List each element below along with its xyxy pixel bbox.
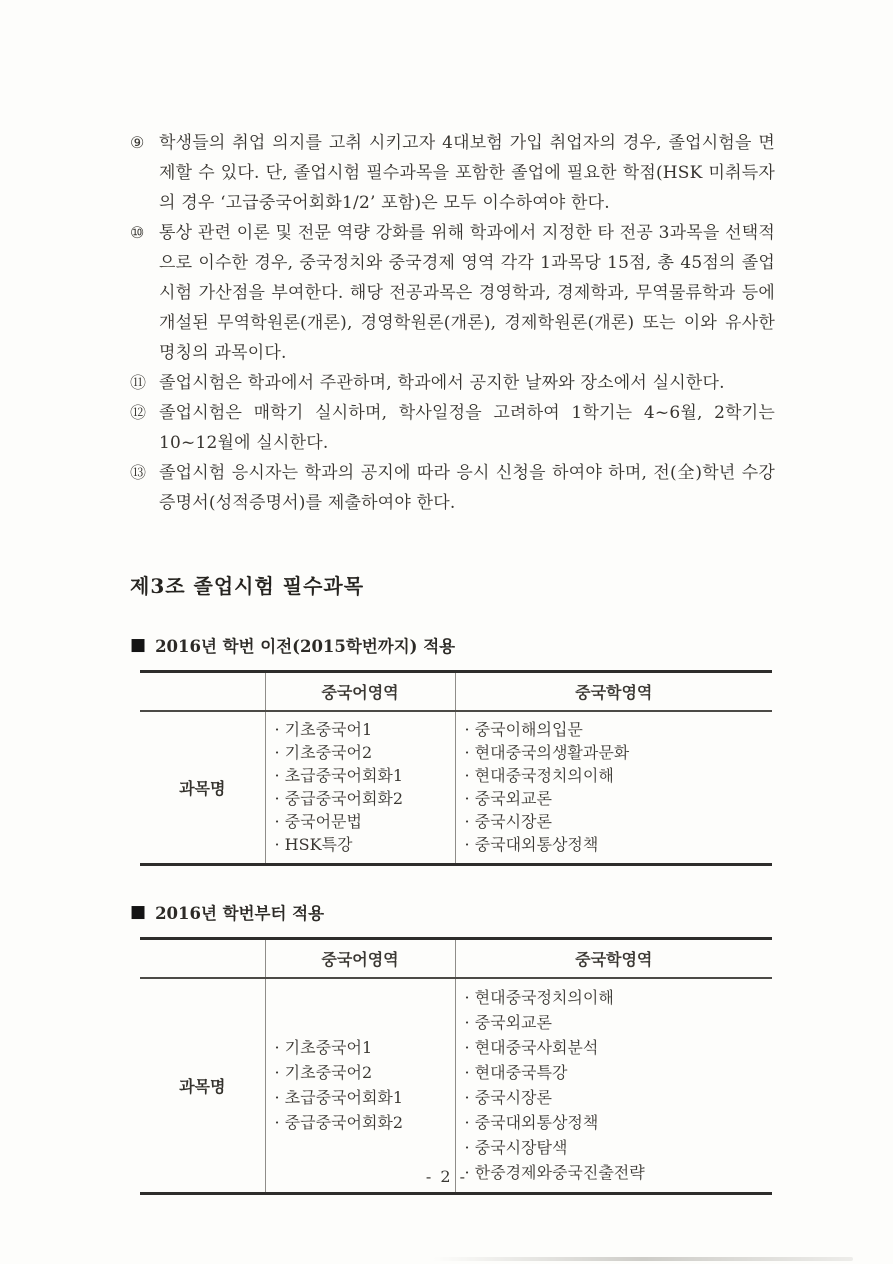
course-item: · 초급중국어회화1 <box>274 766 404 785</box>
page-number: - 2 - <box>425 1167 468 1186</box>
caption-text: 2016년 학번 이전(2015학번까지) 적용 <box>155 637 456 656</box>
caption-text: 2016년 학번부터 적용 <box>155 904 325 923</box>
course-item: · 현대중국정치의이해 <box>464 766 614 785</box>
square-bullet-icon: ■ <box>130 634 147 655</box>
course-item: · 현대중국사회분석 <box>464 1038 599 1057</box>
course-list <box>265 711 455 865</box>
table-body-row <box>140 978 772 1194</box>
course-list <box>265 978 455 1194</box>
table-caption <box>130 900 775 924</box>
numbered-item <box>130 128 775 218</box>
course-item: · 초급중국어회화1 <box>274 1088 404 1107</box>
course-item: · 중급중국어회화2 <box>274 1113 404 1132</box>
course-item: · 중국시장론 <box>464 1088 552 1107</box>
course-item: · 한중경제와중국진출전략 <box>464 1163 645 1182</box>
item-text: 졸업시험은 학과에서 주관하며, 학과에서 공지한 날짜와 장소에서 실시한다. <box>159 373 725 393</box>
course-item: · 중국대외통상정책 <box>464 835 599 854</box>
item-marker: ⑫ <box>130 403 147 422</box>
numbered-item <box>130 218 775 368</box>
numbered-item <box>130 458 775 518</box>
table-header-row <box>140 939 772 979</box>
course-item: · 중국시장탐색 <box>464 1138 568 1157</box>
column-header: 중국어영역 <box>265 939 455 979</box>
course-item: · 기초중국어1 <box>274 1038 373 1057</box>
scan-edge-artifact <box>433 1257 853 1261</box>
course-item: · 현대중국정치의이해 <box>464 988 614 1007</box>
course-item: · HSK특강 <box>274 835 353 854</box>
item-marker: ⑪ <box>130 373 147 392</box>
row-header-cell: 과목명 <box>179 778 226 798</box>
course-item: · 중국외교론 <box>464 789 552 808</box>
item-marker: ⑨ <box>130 133 145 152</box>
course-item: · 중국시장론 <box>464 812 552 831</box>
corner-cell <box>140 939 265 979</box>
course-item: · 현대중국특강 <box>464 1063 568 1082</box>
item-marker: ⑬ <box>130 463 147 482</box>
section-heading: 제3조 졸업시험 필수과목 <box>130 574 365 598</box>
item-text: 학생들의 취업 의지를 고취 시키고자 4대보험 가입 취업자의 경우, 졸업시험을 면제할 수 있다. 단, 졸업시험 필수과목을 포함한 졸업에 필요한 학점(HSK 미취득자의 경우 ‘고급중국어회화1/2’ 포함)은 모두 이수하여야 한다. <box>159 133 775 213</box>
numbered-item <box>130 368 775 398</box>
numbered-item <box>130 398 775 458</box>
course-list <box>455 978 772 1194</box>
course-item: · 기초중국어2 <box>274 743 373 762</box>
course-item: · 기초중국어1 <box>274 720 373 739</box>
item-text: 통상 관련 이론 및 전문 역량 강화를 위해 학과에서 지정한 타 전공 3과목을 선택적으로 이수한 경우, 중국정치와 중국경제 영역 각각 1과목당 15점, 총 45점의 졸업시험 가산점을 부여한다. 해당 전공과목은 경영학과, 경제학과, 무역물류학과 등에 개설된 무역학원론(개론), 경영학원론(개론), 경제학원론(개론) 또는 이와 유사한 명칭의 과목이다. <box>159 223 775 363</box>
square-bullet-icon: ■ <box>130 901 147 922</box>
course-item: · 중국외교론 <box>464 1013 552 1032</box>
item-text: 졸업시험 응시자는 학과의 공지에 따라 응시 신청을 하여야 하며, 전(全)학년 수강증명서(성적증명서)를 제출하여야 한다. <box>159 463 775 513</box>
item-text: 졸업시험은 매학기 실시하며, 학사일정을 고려하여 1학기는 4~6월, 2학기는 10~12월에 실시한다. <box>159 403 775 453</box>
column-header: 중국어영역 <box>265 672 455 712</box>
table-body-row <box>140 711 772 865</box>
courses-table-pre2016 <box>140 670 772 866</box>
corner-cell <box>140 672 265 712</box>
course-item: · 중국대외통상정책 <box>464 1113 599 1132</box>
row-header-cell: 과목명 <box>179 1076 226 1096</box>
table-header-row <box>140 672 772 712</box>
course-list <box>455 711 772 865</box>
column-header: 중국학영역 <box>455 672 772 712</box>
column-header: 중국학영역 <box>455 939 772 979</box>
course-item: · 중급중국어회화2 <box>274 789 404 808</box>
course-item: · 중국어문법 <box>274 812 362 831</box>
table-caption <box>130 633 775 657</box>
course-item: · 중국이해의입문 <box>464 720 583 739</box>
item-marker: ⑩ <box>130 223 145 242</box>
course-item: · 현대중국의생활과문화 <box>464 743 630 762</box>
course-item: · 기초중국어2 <box>274 1063 373 1082</box>
courses-table-2016 <box>140 937 772 1195</box>
